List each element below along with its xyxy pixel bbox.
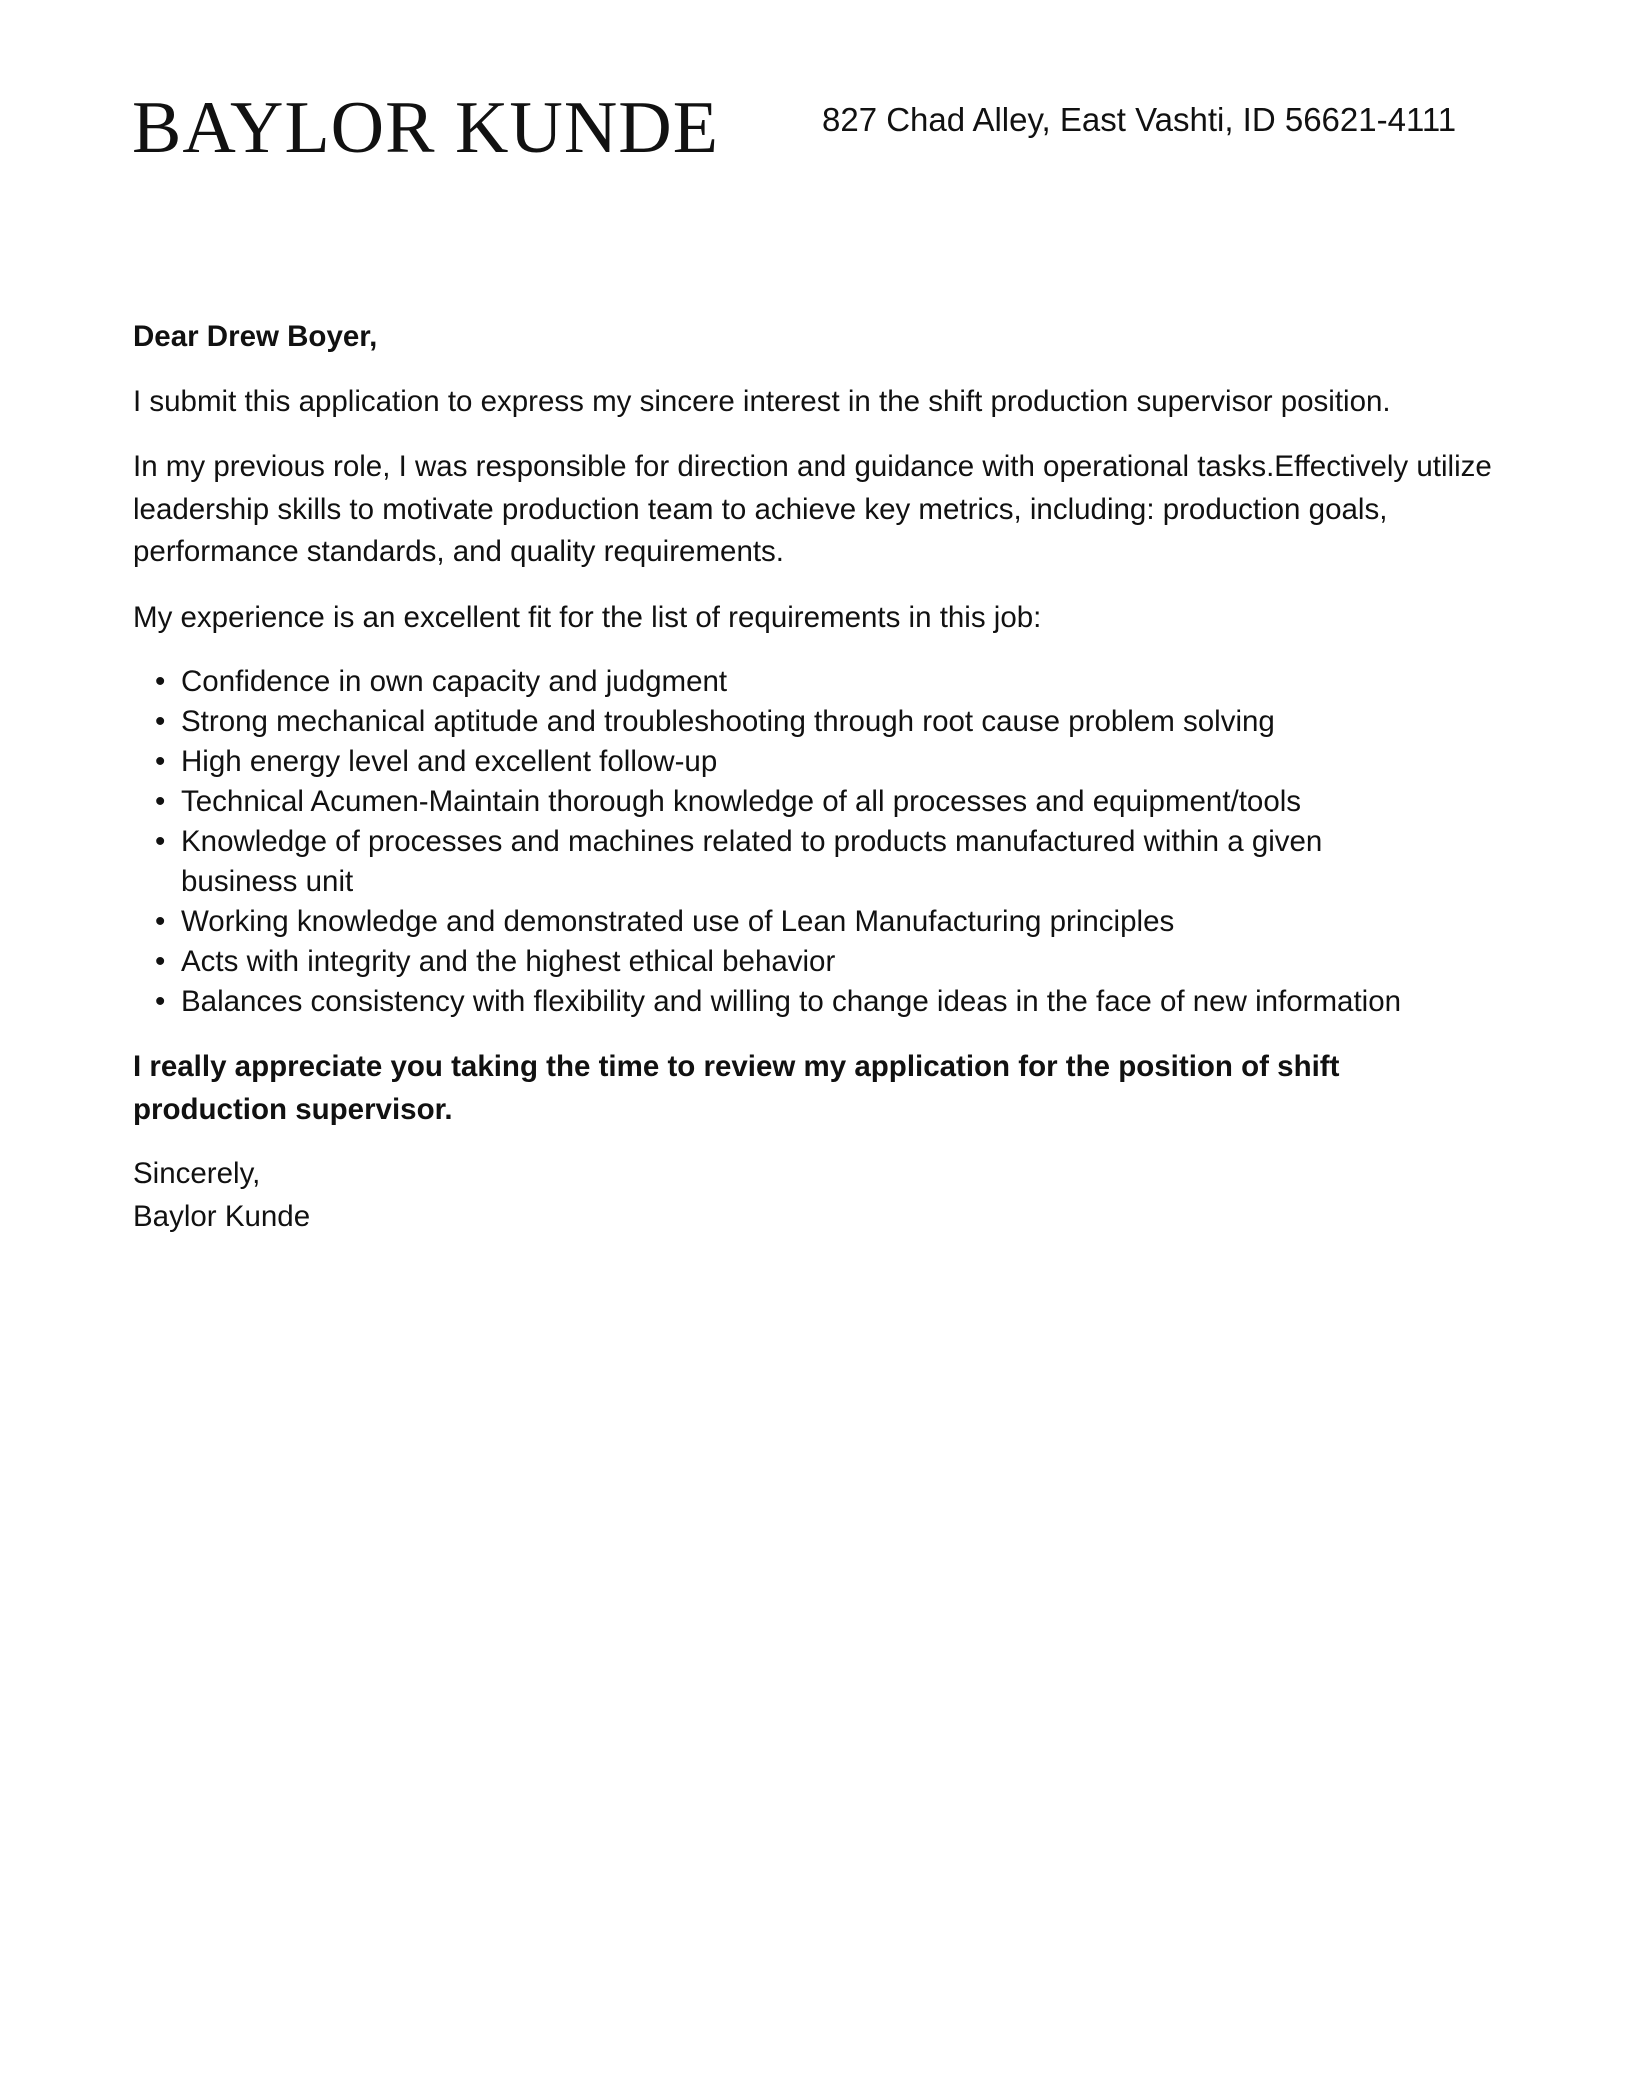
list-item-text: Working knowledge and demonstrated use of Lean Manufacturing principles <box>181 905 1175 938</box>
requirements-intro: My experience is an excellent fit for the list of requirements in this job: <box>133 600 1042 634</box>
list-item <box>155 662 1503 702</box>
list-item <box>155 782 1503 822</box>
letter-body <box>133 316 1503 1238</box>
bullet-icon: • <box>155 785 166 818</box>
list-item-text: Knowledge of processes and machines related to products manufactured within a given business unit <box>181 825 1323 898</box>
list-item <box>155 902 1503 942</box>
list-item-text: High energy level and excellent follow-up <box>181 745 718 778</box>
requirements-list <box>133 662 1503 1022</box>
bullet-icon: • <box>155 705 166 738</box>
applicant-name-heading: BAYLOR KUNDE <box>132 87 719 169</box>
bullet-icon: • <box>155 905 166 938</box>
list-item <box>155 982 1503 1022</box>
applicant-address: 827 Chad Alley, East Vashti, ID 56621-4111 <box>822 101 1457 138</box>
intro-paragraph: I submit this application to express my sincere interest in the shift production supervisor position. <box>133 384 1391 418</box>
list-item <box>155 702 1503 742</box>
bullet-icon: • <box>155 745 166 778</box>
salutation: Dear Drew Boyer, <box>133 320 378 353</box>
list-item-text: Strong mechanical aptitude and troubleshooting through root cause problem solving <box>181 705 1275 738</box>
signoff: Sincerely, <box>133 1157 261 1190</box>
bullet-icon: • <box>155 945 166 978</box>
list-item <box>155 742 1503 782</box>
list-item-text: Acts with integrity and the highest ethical behavior <box>181 945 836 978</box>
experience-paragraph: In my previous role, I was responsible for direction and guidance with operational tasks.Effectively utilize leadership skills to motivate production team to achieve key metrics, including: production goals, performance standards, and quality requirements. <box>133 450 1492 568</box>
bullet-icon: • <box>155 985 166 1018</box>
bullet-icon: • <box>155 825 166 858</box>
bullet-icon: • <box>155 665 166 698</box>
list-item-text: Confidence in own capacity and judgment <box>181 665 728 698</box>
list-item-text: Technical Acumen-Maintain thorough knowledge of all processes and equipment/tools <box>181 785 1302 818</box>
list-item <box>155 822 1503 902</box>
signature: Baylor Kunde <box>133 1199 311 1233</box>
list-item <box>155 942 1503 982</box>
closing-paragraph: I really appreciate you taking the time to review my application for the position of shift production supervisor. <box>133 1050 1340 1126</box>
list-item-text: Balances consistency with flexibility and willing to change ideas in the face of new information <box>181 985 1402 1018</box>
